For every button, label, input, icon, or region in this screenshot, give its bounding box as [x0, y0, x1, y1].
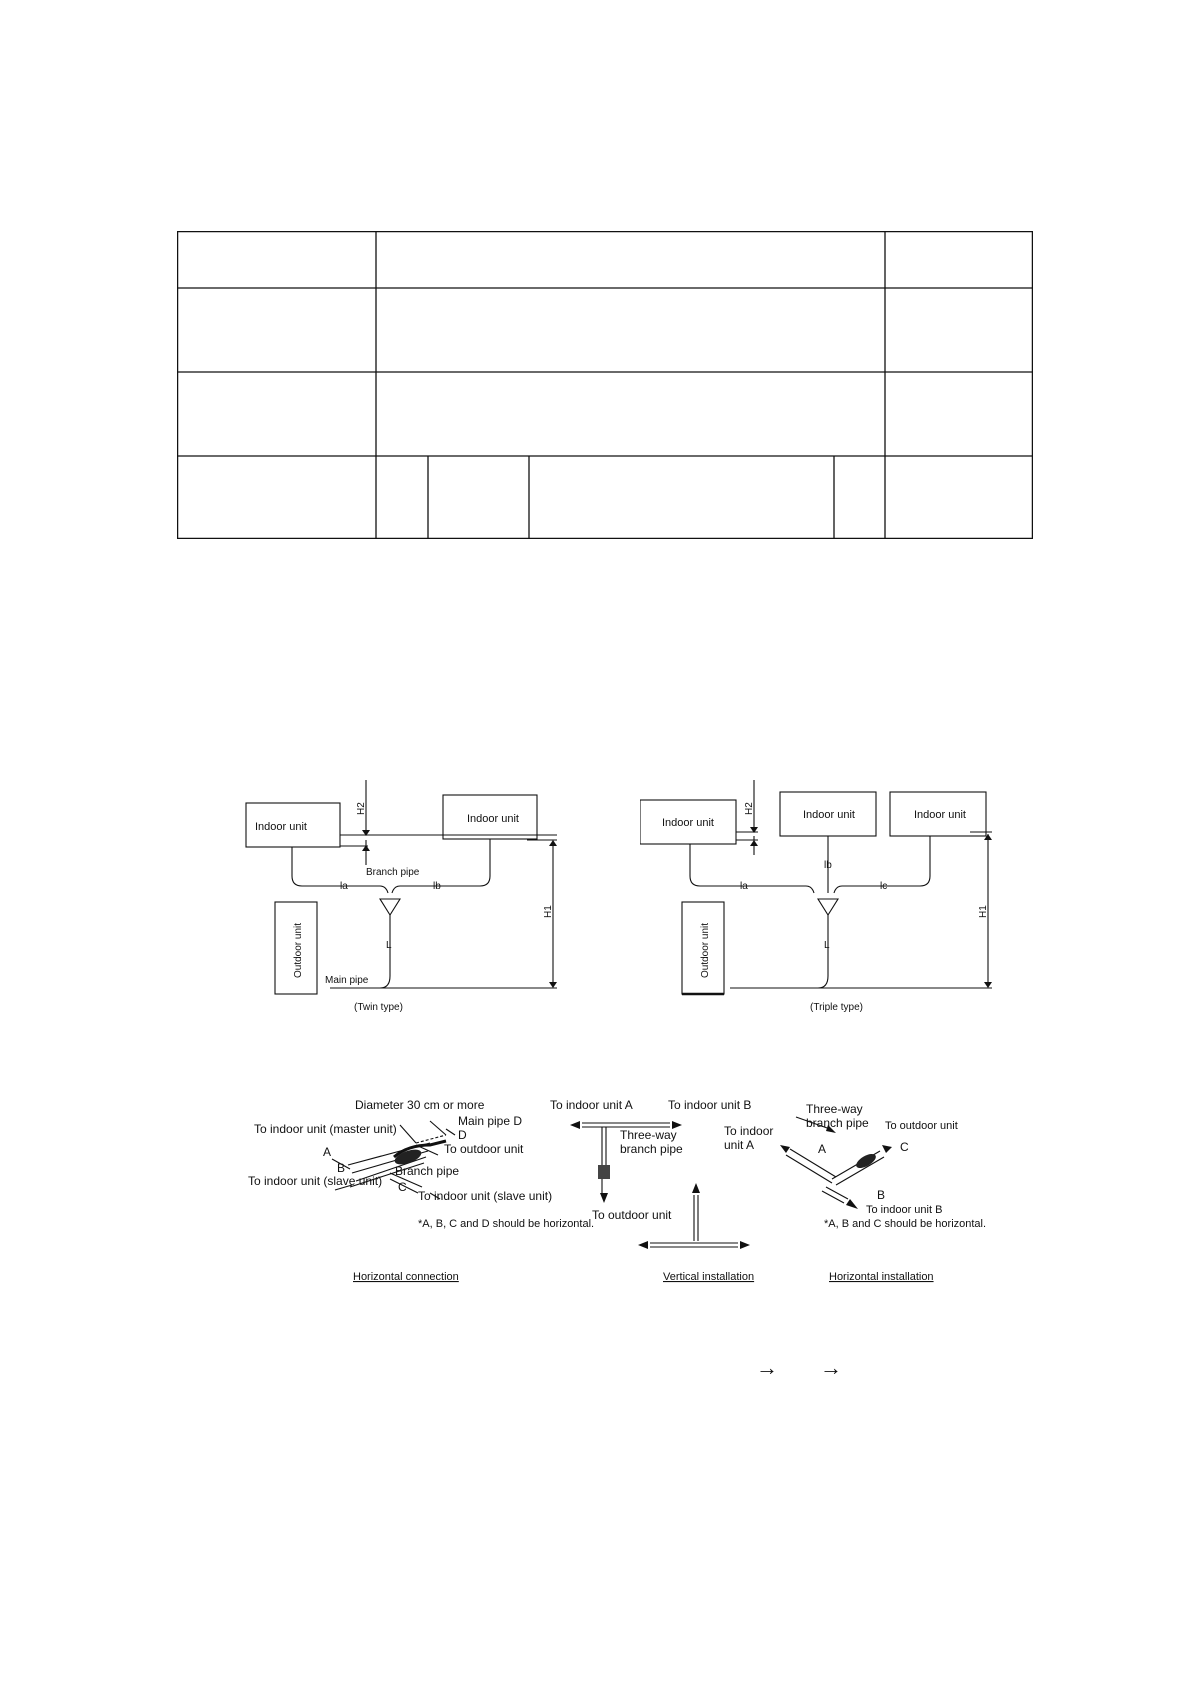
hc-to-indoor-slave-c-label: To indoor unit (slave unit)	[418, 1189, 553, 1203]
hi-a-label: A	[818, 1142, 827, 1156]
hi-three-way-label-1: Three-way	[806, 1102, 863, 1116]
twin-lb-label: lb	[433, 881, 441, 892]
vi-to-indoor-label-2: unit A	[724, 1138, 755, 1152]
right-arrow-icon: →	[756, 1355, 778, 1380]
twin-h1-label: H1	[543, 905, 554, 918]
twin-indoor-right-label: Indoor unit	[467, 813, 519, 825]
hi-to-indoor-b-label: To indoor unit B	[866, 1204, 943, 1216]
vi-to-indoor-b-label: To indoor unit B	[668, 1098, 752, 1112]
twin-l-label: L	[386, 940, 392, 951]
empty-spec-table	[177, 231, 1033, 539]
triple-h1-label: H1	[978, 905, 989, 918]
vi-to-outdoor-label: To outdoor unit	[592, 1208, 672, 1222]
hc-b-label: B	[337, 1161, 346, 1175]
hc-to-indoor-slave-b-label: To indoor unit (slave unit)	[248, 1174, 383, 1188]
vi-three-way-label-1: Three-way	[620, 1128, 677, 1142]
triple-caption: (Triple type)	[810, 1002, 863, 1013]
hc-c-label: C	[398, 1180, 407, 1194]
triple-lc-label: lc	[880, 881, 888, 892]
right-arrow-icon: →	[820, 1355, 842, 1380]
twin-h2-label: H2	[356, 802, 367, 815]
vi-three-way-label-2: branch pipe	[620, 1142, 683, 1156]
vi-caption: Vertical installation	[663, 1271, 755, 1283]
triple-indoor-left-label: Indoor unit	[662, 817, 714, 829]
hi-to-outdoor-label: To outdoor unit	[885, 1120, 958, 1132]
hc-d-label: D	[458, 1128, 467, 1142]
vi-to-indoor-label-1: To indoor	[724, 1124, 774, 1138]
hc-branch-pipe-label: Branch pipe	[395, 1164, 460, 1178]
triple-h2-label: H2	[744, 802, 755, 815]
twin-type-diagram	[240, 780, 580, 1020]
hc-caption: Horizontal connection	[353, 1271, 459, 1283]
twin-branch-pipe-label: Branch pipe	[366, 867, 420, 878]
twin-caption: (Twin type)	[354, 1002, 403, 1013]
triple-indoor-right-label: Indoor unit	[914, 809, 966, 821]
triple-type-diagram	[640, 780, 1010, 1020]
hi-three-way-label-2: branch pipe	[806, 1116, 869, 1130]
hc-to-outdoor-label: To outdoor unit	[444, 1142, 524, 1156]
hc-to-indoor-master-label: To indoor unit (master unit)	[254, 1122, 397, 1136]
triple-outdoor-label: Outdoor unit	[700, 922, 711, 978]
triple-indoor-mid-label: Indoor unit	[803, 809, 855, 821]
triple-la-label: la	[740, 881, 748, 892]
hi-b-label: B	[877, 1188, 886, 1202]
triple-l-label: L	[824, 940, 830, 951]
triple-lb-label: lb	[824, 860, 832, 871]
vi-to-indoor-a-label: To indoor unit A	[550, 1098, 633, 1112]
branch-pipe-installation-diagram	[240, 1095, 1010, 1285]
hi-note: *A, B and C should be horizontal.	[824, 1218, 987, 1230]
twin-outdoor-label: Outdoor unit	[293, 922, 304, 978]
twin-main-pipe-label: Main pipe	[325, 975, 369, 986]
hc-diameter-label: Diameter 30 cm or more	[355, 1098, 485, 1112]
twin-indoor-left-label: Indoor unit	[255, 821, 307, 833]
twin-la-label: la	[340, 881, 348, 892]
hi-c-label: C	[900, 1140, 909, 1154]
hi-caption: Horizontal installation	[829, 1271, 934, 1283]
hc-a-label: A	[323, 1145, 332, 1159]
hc-main-pipe-d-label: Main pipe D	[458, 1114, 523, 1128]
hc-note: *A, B, C and D should be horizontal.	[418, 1218, 595, 1230]
